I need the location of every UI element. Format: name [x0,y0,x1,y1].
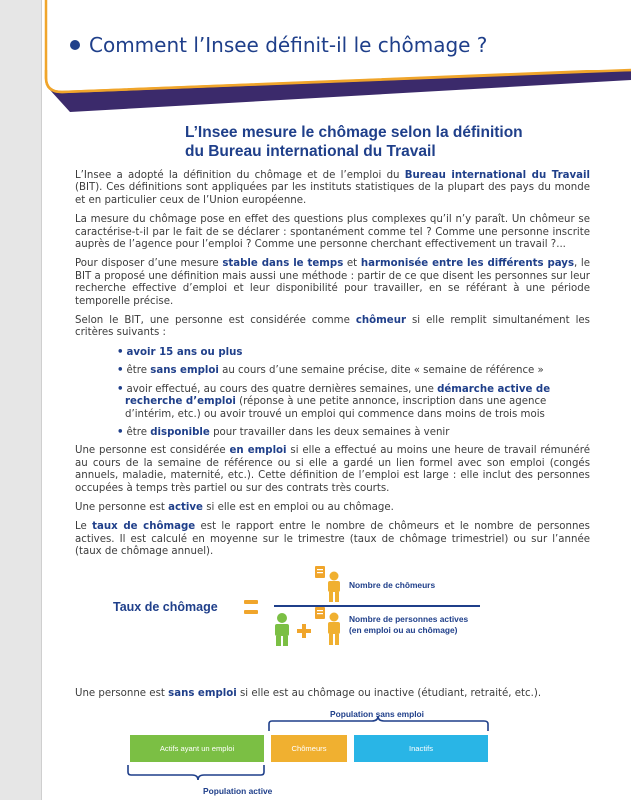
page-title-text: Comment l’Insee définit-il le chômage ? [89,33,488,57]
paragraph-en-emploi: Une personne est considérée en emploi si elle a effectué au moins une heure de travail rémunéré au cours de la semaine de référence ou si elle a gardé un lien formel avec son emploi (congés annuels, maladie, maternité, etc.). Cette définition de l’emploi est large : elle inclut des personnes occupées à temps très partiel ou sur des contrats très courts. [75,445,591,494]
formula-numerator: Nombre de chômeurs [349,580,436,590]
body-text [75,170,590,566]
criteria-item-sans-emploi: • être sans emploi au cours d’une semaine précise, dite « semaine de référence » [117,365,590,377]
subtitle-line-1: L’Insee mesure le chômage selon la définition [185,124,523,141]
brace-bottom [128,765,264,780]
page-title [70,33,487,57]
employed-person-icon [275,613,289,646]
bar-actifs-emploi: Actifs ayant un emploi [130,735,264,762]
criteria-item-recherche: • avoir effectué, au cours des quatre dernières semaines, une démarche active de recherche d’emploi (réponse à une petite annonce, inscription dans une agence d’intérim, etc.) ou avoir trouvé un emploi qui commence dans moins de trois mois [117,384,590,421]
job-seeker-icon [315,566,340,602]
criteria-list [117,347,590,439]
subtitle-line-2: du Bureau international du Travail [185,143,436,160]
paragraph-bit-adoption: L’Insee a adopté la définition du chômage et de l’emploi du Bureau international du Travail (BIT). Ces définitions sont appliquées par les instituts statistiques de la plupart des pays du monde et en particulier ceux de l’Union européenne. [75,170,590,206]
job-seeker-icon-2 [315,607,340,645]
page-edge-line [41,0,42,800]
fraction-bar [274,605,480,607]
criteria-item-disponible: • être disponible pour travailler dans les deux semaines à venir [117,427,590,439]
title-bullet-icon [70,40,80,50]
page-edge [0,0,42,800]
paragraph-taux: Le taux de chômage est le rapport entre le nombre de chômeurs et le nombre de personnes actives. Il est calculé en moyenne sur le trimestre (taux de chômage trimestriel) ou sur l’année (taux de chômage annuel). [75,521,590,558]
equals-sign-icon [244,600,258,616]
sans-emploi-sentence: Une personne est sans emploi si elle est au chômage ou inactive (étudiant, retraité, etc.). [75,688,542,699]
population-sans-emploi-label: Population sans emploi [330,709,424,719]
bar-inactifs: Inactifs [354,735,488,762]
section-subtitle [185,123,523,161]
paragraph-criteria-intro: Selon le BIT, une personne est considérée comme chômeur si elle remplit simultanément les critères suivants : [75,315,590,339]
formula-label: Taux de chômage [113,600,218,614]
plus-icon [297,624,311,638]
paragraph-measure-questions: La mesure du chômage pose en effet des questions plus complexes qu’il n’y paraît. Un chômeur se caractérise-t-il par le fait de se déclarer : spontanément comme tel ? Comme une personne inscrite auprès de l’agence pour l’emploi ? Comme une personne cherchant effectivement un travail ?... [75,214,590,251]
bar-chomeurs: Chômeurs [271,735,347,762]
population-active-label: Population active [203,786,273,796]
paragraph-method: Pour disposer d’une mesure stable dans le temps et harmonisée entre les différents pays, le BIT a proposé une définition mais aussi une méthode : partir de ce que disent les personnes sur leur recherche effective d’emploi et leur disponibilité pour travailler, en se référant à une période temporelle précise. [75,258,590,307]
formula-denominator: Nombre de personnes actives (en emploi ou au chômage) [349,614,469,635]
paragraph-active: Une personne est active si elle est en emploi ou au chômage. [75,501,394,513]
header-banner [0,0,631,120]
criteria-item-age: • avoir 15 ans ou plus [117,347,590,359]
